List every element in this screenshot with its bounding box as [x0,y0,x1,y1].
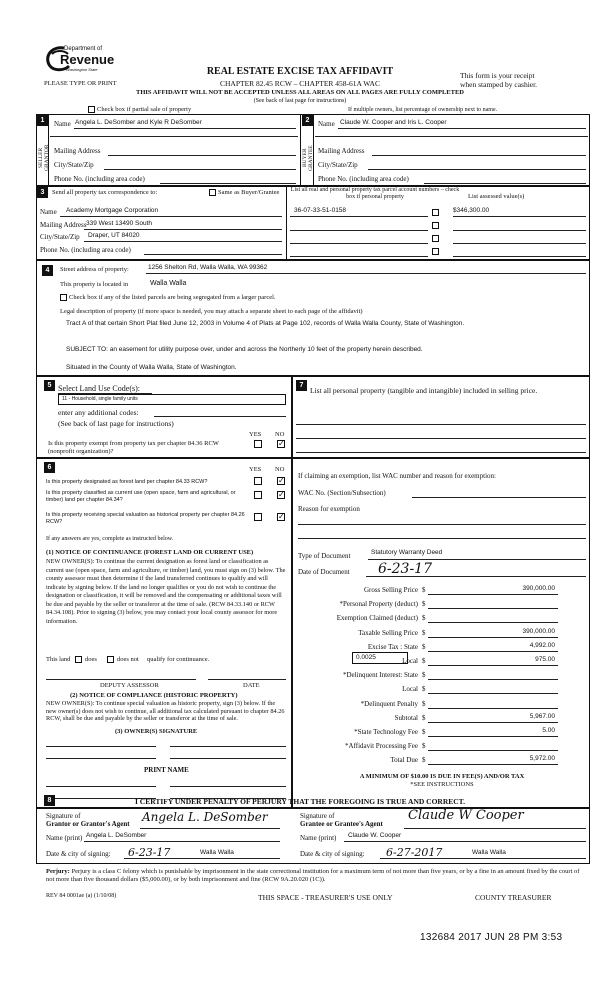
tax-row-value[interactable]: 390,000.00 [522,585,555,592]
notice1-title: (1) NOTICE OF CONTINUANCE (FOREST LAND OR CURRENT USE) [46,549,254,556]
grantor-sig-label-2: Grantor or Grantor's Agent [46,820,130,828]
corr-name-value[interactable]: Academy Mortgage Corporation [66,207,159,214]
forest-q2-no-checkbox[interactable]: ✓ [278,490,285,499]
tax-row-line [428,637,558,638]
buyer-name-value[interactable]: Claude W. Cooper and Iris L. Cooper [340,119,447,126]
dept-line1: Department of [64,46,103,52]
legal-label: Legal description of property (if more space is needed, you may attach a separate sheet to each page of the affidavit) [60,308,363,315]
exempt-question: Is this property exempt from property tax per chapter 84.36 RCW (nonprofit organization)? [48,440,219,455]
segregated-label: Check box if any of the listed parcels are being segregated from a larger parcel. [69,294,276,301]
forest-q1-yes-checkbox[interactable] [254,477,262,485]
tax-row-value[interactable]: 5,972.00 [529,755,555,762]
corr-mailing-value[interactable]: 339 West 13490 South [86,220,153,227]
forest-q3-yes-checkbox[interactable] [254,513,262,521]
tax-row-label: Gross Selling Price [363,586,418,594]
dollar-sign: $ [422,600,426,608]
exempt-yes-header: YES [249,431,262,438]
grantee-name-label: Name (print) [300,834,337,842]
land-use-code-value: 11 - Household, single family units [62,396,138,402]
owner-signature-label: (3) OWNER(S) SIGNATURE [115,728,198,735]
tax-row-line [428,736,558,737]
tax-row-value[interactable]: 5.00 [542,727,555,734]
grantor-sig-label-1: Signature of [46,812,81,820]
buyer-side-label: BUYER GRANTEE [302,145,314,171]
corr-phone-label: Phone No. (including area code) [40,246,131,254]
buyer-name-label: Name [318,120,335,128]
personal-property-checkbox-1[interactable] [432,209,439,216]
dollar-sign: $ [422,714,426,722]
multiple-owners-note: If multiple owners, list percentage of ownership next to name. [348,107,498,113]
tax-row-value[interactable]: 5,967.00 [529,713,555,720]
additional-codes-label: enter any additional codes: [58,408,139,417]
forest-q1-no-checkbox[interactable]: ✓ [278,476,285,485]
located-label: This property is located in [60,281,129,288]
form-number: REV 84 0001ae (a) (1/10/08) [46,893,117,899]
grantee-signature[interactable]: Claude W Cooper [408,808,524,823]
tax-row-label: Excise Tax : State [367,643,418,651]
grantor-name-value[interactable]: Angela L. DeSomber [86,832,147,839]
if-yes-note: If any answers are yes, complete as instructed below. [46,536,174,542]
personal-property-checkbox-2[interactable] [432,222,439,229]
street-value[interactable]: 1256 Shelton Rd, Walla Walla, WA 99362 [148,264,268,271]
buyer-city-label: City/State/Zip [318,161,358,169]
tax-row-label: Local [402,685,418,693]
instructions-note: (See back of last page for instructions) [253,98,347,104]
doc-type-label: Type of Document [298,552,351,560]
recording-stamp: 132684 2017 JUN 28 PM 3:53 [420,932,563,943]
dollar-sign: $ [422,586,426,594]
street-label: Street address of property: [60,266,129,273]
grantor-date-label: Date & city of signing: [46,850,111,858]
forest-q3-no-checkbox[interactable]: ✓ [278,512,285,521]
treasurer-space-label: THIS SPACE - TREASURER'S USE ONLY [258,893,393,902]
corr-name-label: Name [40,208,57,216]
section-5-badge: 5 [44,380,55,391]
located-value[interactable]: Walla Walla [150,280,187,287]
dollar-sign: $ [422,671,426,679]
tax-row-label: Exemption Claimed (deduct) [336,614,418,622]
notice2-text: NEW OWNER(S): To continue special valuation as historic property, sign (3) below. If the new owner(s) does not wish to continue, all additional tax calculated pursuant to chapter 84.26 RCW, shall be due and payable by the seller or transferor at the time of sale. [46,700,285,722]
dollar-sign: $ [422,629,426,637]
date-label: DATE [243,682,260,689]
personal-property-text: List all personal property (tangible and intangible) included in selling price. [310,386,538,395]
segregated-checkbox[interactable] [60,294,67,301]
grantor-name-label: Name (print) [46,834,83,842]
tax-row-line [428,608,558,609]
tax-row-label: *Affidavit Processing Fee [345,742,418,750]
print-name-label: PRINT NAME [144,766,189,774]
grantee-date-value[interactable]: 6-27-2017 [386,846,443,859]
tax-row-value[interactable]: 390,000.00 [522,628,555,635]
grantee-sig-label-1: Signature of [300,812,335,820]
tax-row-line [428,679,558,680]
section-6-badge: 6 [44,462,55,473]
grantee-city-value[interactable]: Walla Walla [472,849,506,856]
section-4-box [36,260,590,376]
doc-type-value[interactable]: Statutory Warranty Deed [371,549,443,556]
tax-row-label: Subtotal [394,714,418,722]
county-treasurer-label: COUNTY TREASURER [475,893,552,902]
warning-line: THIS AFFIDAVIT WILL NOT BE ACCEPTED UNLESS ALL AREAS ON ALL PAGES ARE FULLY COMPLETED [136,89,464,96]
seller-side-label: SELLER GRANTOR [38,144,50,172]
tax-row-label: *Delinquent Interest: State [342,671,418,679]
grantor-date-value[interactable]: 6-23-17 [128,846,171,859]
tax-row-line [428,764,558,765]
perjury-text: Perjury is a class C felony which is punishable by imprisonment in the state correctional institution for a maximum term of not more than five years, or by a fine in an amount fixed by the court of not more than five thousand dollars ($5,000.00), or by both imprisonment and fine (RCW 9A.20.020 (1C)). [46,868,580,883]
deputy-assessor-label: DEPUTY ASSESSOR [100,682,159,689]
grantor-signature[interactable]: Angela L. DeSomber [142,810,268,824]
dollar-sign: $ [422,700,426,708]
legal-description-1: Tract A of that certain Short Plat filed June 12, 2003 in Volume 4 of Plats at Page 102, records of Walla Walla County, State of Washington. [66,320,465,327]
dollar-sign: $ [422,742,426,750]
does-not-label: does not [117,656,139,663]
parcel-header: List all real and personal property tax parcel account numbers – check box if personal property [290,187,460,200]
tax-row-label: *State Technology Fee [354,728,418,736]
notice2-title: (2) NOTICE OF COMPLIANCE (HISTORIC PROPERTY) [70,692,238,699]
partial-sale-label: Check box if partial sale of property [97,106,192,113]
dollar-sign: $ [422,657,426,665]
chapter-line: CHAPTER 82.45 RCW – CHAPTER 458-61A WAC [220,79,380,88]
corr-city-value[interactable]: Draper, UT 84020 [88,232,140,239]
tax-row-label: Taxable Selling Price [358,629,418,637]
receipt-note-2: when stamped by cashier. [460,80,538,89]
parcel-number-1[interactable]: 36-07-33-51-0158 [294,207,347,214]
send-correspondence-label: Send all property tax correspondence to: [52,189,158,196]
buyer-mailing-label: Mailing Address [318,147,365,155]
grantor-city-value[interactable]: Walla Walla [200,849,234,856]
qualify-label: qualify for continuance. [147,656,210,663]
tax-row-value[interactable]: 4,992.00 [529,642,555,649]
reason-label: Reason for exemption [298,505,360,513]
seller-mailing-label: Mailing Address [54,147,101,155]
tax-row-line [428,750,558,751]
see-instructions-note: *SEE INSTRUCTIONS [410,781,474,788]
form-title: REAL ESTATE EXCISE TAX AFFIDAVIT [206,66,394,77]
assessed-header: List assessed value(s) [468,193,525,200]
exempt-no-header: NO [275,431,285,438]
section-2-badge: 2 [302,115,313,126]
forest-q2-yes-checkbox[interactable] [254,491,262,499]
section-4-badge: 4 [42,265,53,276]
doc-date-value[interactable]: 6-23-17 [378,561,432,577]
tax-row-line [428,708,558,709]
perjury-label: Perjury: [46,868,70,875]
dollar-sign: $ [422,614,426,622]
certify-statement: I CERTIFY UNDER PENALTY OF PERJURY THAT THE FOREGOING IS TRUE AND CORRECT. [134,797,465,806]
dept-line3: Washington State [66,67,98,72]
exemption-claim-text: If claiming an exemption, list WAC number and reason for exemption: [298,472,496,480]
partial-sale-checkbox[interactable] [88,106,95,113]
dollar-sign: $ [422,728,426,736]
tax-row-line [428,693,558,694]
section-7-badge: 7 [296,380,307,391]
tax-row-line [428,665,558,666]
minimum-note: A MINIMUM OF $10.00 IS DUE IN FEE(S) AND/OR TAX [359,773,525,780]
grantee-date-label: Date & city of signing: [300,850,365,858]
section-3-badge: 3 [37,187,48,198]
does-not-qualify-checkbox[interactable] [107,656,114,663]
receipt-note-1: This form is your receipt [460,71,535,80]
personal-property-checkbox-3[interactable] [432,235,439,242]
local-rate-value: 0.0025 [356,654,376,661]
forest-yes-header: YES [249,466,262,473]
tax-row-label: *Personal Property (deduct) [339,600,418,608]
perjury-note [46,868,586,884]
does-label: does [85,656,97,663]
this-land-label: This land [46,656,71,663]
grantee-name-value[interactable]: Claude W. Cooper [348,832,402,839]
tax-row-label: Total Due [390,756,418,764]
exempt-yes-checkbox[interactable] [254,440,262,448]
seller-phone-label: Phone No. (including area code) [54,175,145,183]
tax-row-line [428,722,558,723]
dollar-sign: $ [422,685,426,693]
legal-description-2: SUBJECT TO: an easement for utility purpose over, under and across the Northerly 10 feet of the property herein described. [66,346,423,353]
tax-row-label: *Delinquent Penalty [360,700,418,708]
section-1-badge: 1 [37,115,48,126]
land-use-see-back: (See back of last page for instructions) [58,419,174,428]
land-use-select-label: Select Land Use Code(s): [58,384,140,393]
same-as-buyer-checkbox[interactable] [209,189,216,196]
does-qualify-checkbox[interactable] [75,656,82,663]
seller-name-label: Name [54,120,71,128]
buyer-phone-label: Phone No. (including area code) [318,175,409,183]
notice1-text: NEW OWNER(S): To continue the current designation as forest land or classification as current use (open space, farm and agriculture, or timber) land, you must sign on (3) below. The county assessor must then determine if the land transferred continues to qualify and will indicate by signing below. If the land no longer qualifies or you do not wish to continue the designation or classification, it will be removed and the compensating or additional taxes will be due and payable by the seller or transferor at the time of sale. (RCW 84.33.140 or RCW 84.34.108). Prior to signing (3) below, you may contact your local county assessor for more information. [46,558,286,625]
seller-city-label: City/State/Zip [54,161,94,169]
corr-city-label: City/State/Zip [40,233,80,241]
tax-row-value[interactable]: 975.00 [535,656,555,663]
dollar-sign: $ [422,756,426,764]
forest-no-header: NO [275,466,285,473]
personal-property-checkbox-4[interactable] [432,248,439,255]
forest-q1: Is this property designated as forest land per chapter 84.33 RCW? [46,479,208,485]
exempt-no-checkbox[interactable]: ✓ [278,439,285,448]
section-6-box [36,458,292,808]
legal-description-3: Situated in the County of Walla Walla, State of Washington. [66,364,237,371]
wac-label: WAC No. (Section/Subsection) [298,489,386,497]
section-8-badge: 8 [44,795,55,806]
dept-line2: Revenue [60,52,115,67]
tax-row-line [428,651,558,652]
assessed-value-1[interactable]: $346,300.00 [453,207,490,214]
forest-q3: Is this property receiving special valuation as historical property per chapter 84.26 RCW? [46,512,245,525]
dollar-sign: $ [422,643,426,651]
same-as-buyer-label: Same as Buyer/Grantee [218,189,280,196]
corr-mailing-label: Mailing Address [40,221,87,229]
grantee-sig-label-2: Grantee or Grantee's Agent [300,820,383,828]
tax-row-line [428,594,558,595]
seller-name-value[interactable]: Angela L. DeSomber and Kyle R DeSomber [75,119,202,126]
tax-row-label: Local [402,657,418,665]
tax-row-line [428,622,558,623]
print-note: PLEASE TYPE OR PRINT [44,80,117,87]
doc-date-label: Date of Document [298,568,350,576]
forest-q2: Is this property classified as current use (open space, farm and agricultural, or timber) land per chapter 84.34? [46,490,236,503]
